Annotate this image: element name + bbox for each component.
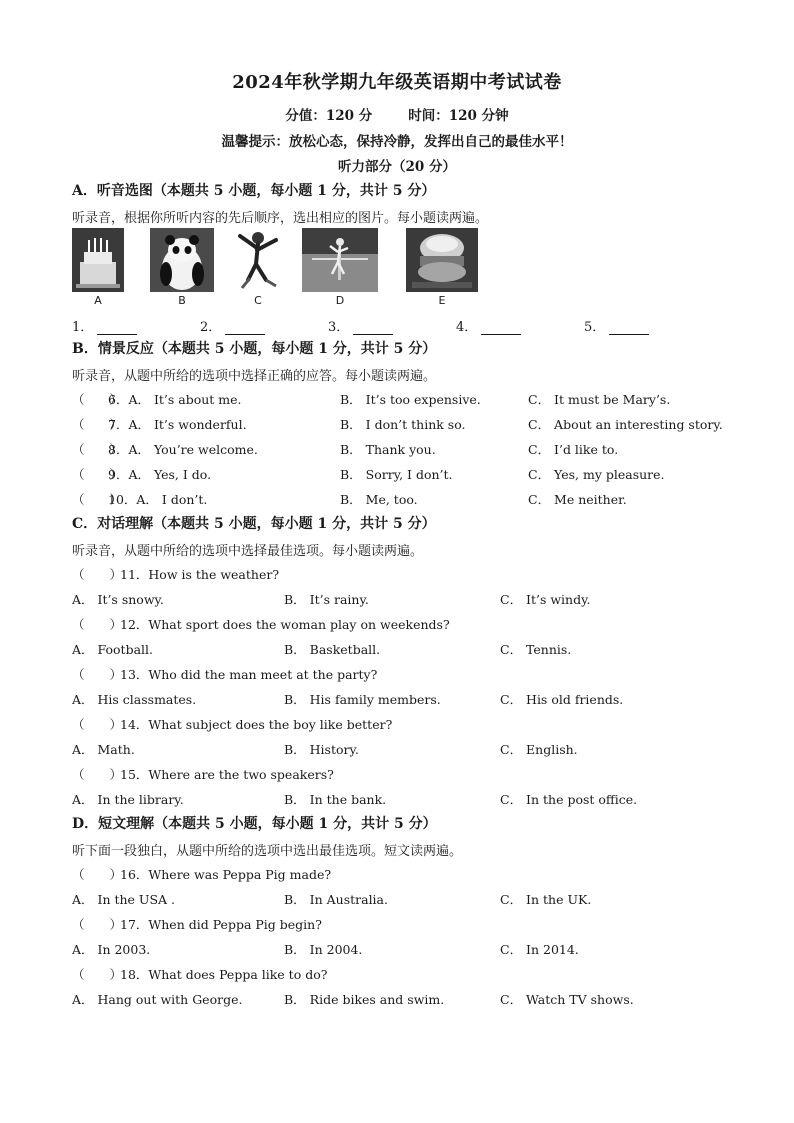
question-line [72,965,327,983]
options-row [72,940,732,960]
option-b: B． It’s rainy. [284,592,369,607]
answer-bracket[interactable]: （ ） [72,492,123,507]
answer-bracket[interactable]: （ ） [72,767,123,782]
option-b: B． In the bank. [284,792,387,807]
question-option-b: B． Me, too. [340,492,418,507]
options-row [72,690,732,710]
option-b: B． Ride bikes and swim. [284,992,445,1007]
option-b: B． His family members. [284,692,441,707]
blank-number: 5． [584,320,606,335]
option-c: C． His old friends. [500,692,624,707]
section-b-instruction: 听录音，从题中所给的选项中选择正确的应答。每小题读两遍。 [72,369,437,384]
answer-blank-3[interactable] [328,316,393,335]
question-row [72,415,732,435]
option-c: C． Watch TV shows. [500,992,634,1007]
picture-label: E [438,294,446,307]
warm-tip: 温馨提示：放松心态，保持冷静，发挥出自己的最佳水平！ [221,134,573,150]
options-row [72,590,732,610]
question-line [72,865,331,883]
section-a-instruction: 听录音，根据你所听内容的先后顺序，选出相应的图片。每小题读两遍。 [72,211,489,226]
section-d-heading: D．短文理解（本题共 5 小题，每小题 1 分，共计 5 分） [72,816,437,832]
option-c: C． In the UK. [500,892,592,907]
option-a: A． In the library. [72,792,184,807]
answer-bracket[interactable]: （ ） [72,867,123,882]
options-row [72,890,732,910]
score-info: 分值：120 分 [285,108,373,124]
option-a: A． It’s snowy. [72,592,164,607]
option-a: A． In the USA . [72,892,175,907]
food-image [406,228,478,292]
section-c-heading: C．对话理解（本题共 5 小题，每小题 1 分，共计 5 分） [72,516,436,532]
answer-bracket[interactable]: （ ） [72,717,123,732]
question-text: 17．When did Peppa Pig begin? [120,917,322,932]
blank-number: 1． [72,320,94,335]
question-text: 13．Who did the man meet at the party? [120,667,378,682]
answer-bracket[interactable]: （ ） [72,667,123,682]
question-row [72,465,732,485]
picture-label: C [254,294,262,307]
answer-blank-2[interactable] [200,316,265,335]
option-b: B． History. [284,742,359,757]
question-option-c: C． Yes, my pleasure. [528,467,665,482]
section-a-heading: A．听音选图（本题共 5 小题，每小题 1 分，共计 5 分） [72,183,436,199]
birthday-cake-image [72,228,124,292]
picture-c [232,228,284,307]
options-row [72,790,732,810]
picture-b [150,228,214,307]
picture-label: B [178,294,186,307]
section-b-heading: B．情景反应（本题共 5 小题，每小题 1 分，共计 5 分） [72,341,437,357]
picture-label: D [335,294,345,307]
option-c: C． Tennis. [500,642,572,657]
question-row [72,490,732,510]
time-info: 时间：120 分钟 [408,108,509,124]
dancer-image [232,228,284,292]
option-b: B． Basketball. [284,642,381,657]
answer-bracket[interactable]: （ ） [72,467,123,482]
question-option-a: 9．A． Yes, I do. [108,467,212,482]
answer-bracket[interactable]: （ ） [72,917,123,932]
question-option-c: C． I’d like to. [528,442,619,457]
picture-a [72,228,124,307]
option-a: A． His classmates. [72,692,197,707]
option-a: A． In 2003. [72,942,151,957]
blank-number: 2． [200,320,222,335]
answer-blank-4[interactable] [456,316,521,335]
question-option-a: 10．A． I don’t. [108,492,208,507]
question-option-a: 6．A． It’s about me. [108,392,242,407]
question-option-b: B． Thank you. [340,442,436,457]
question-text: 14．What subject does the boy like better? [120,717,393,732]
question-option-c: C． Me neither. [528,492,627,507]
answer-bracket[interactable]: （ ） [72,617,123,632]
section-c-instruction: 听录音，从题中所给的选项中选择最佳选项。每小题读两遍。 [72,544,424,559]
question-line [72,615,450,633]
answer-blank-1[interactable] [72,316,137,335]
picture-d [302,228,378,307]
question-option-b: B． I don’t think so. [340,417,466,432]
tennis-court-image [302,228,378,292]
question-line [72,915,322,933]
answer-bracket[interactable]: （ ） [72,567,123,582]
options-row [72,640,732,660]
question-option-b: B． It’s too expensive. [340,392,481,407]
blank-number: 3． [328,320,350,335]
question-text: 18．What does Peppa like to do? [120,967,328,982]
answer-blank-5[interactable] [584,316,649,335]
answer-bracket[interactable]: （ ） [72,417,123,432]
option-b: B． In 2004. [284,942,363,957]
answer-bracket[interactable]: （ ） [72,442,123,457]
options-row [72,740,732,760]
question-option-a: 7．A． It’s wonderful. [108,417,247,432]
option-c: C． It’s windy. [500,592,591,607]
option-c: C． English. [500,742,578,757]
blank-number: 4． [456,320,478,335]
option-a: A． Hang out with George. [72,992,243,1007]
listening-part-heading: 听力部分（20 分） [338,159,456,175]
question-line [72,715,392,733]
picture-e [406,228,478,307]
question-line [72,665,377,683]
question-option-c: C． About an interesting story. [528,417,723,432]
question-text: 12．What sport does the woman play on weekends? [120,617,450,632]
question-option-a: 8．A． You’re welcome. [108,442,258,457]
question-text: 11．How is the weather? [120,567,280,582]
question-line [72,765,334,783]
answer-bracket[interactable]: （ ） [72,967,123,982]
panda-image [150,228,214,292]
answer-bracket[interactable]: （ ） [72,392,123,407]
question-option-b: B． Sorry, I don’t. [340,467,453,482]
option-c: C． In the post office. [500,792,638,807]
option-c: C． In 2014. [500,942,579,957]
exam-meta [0,104,794,124]
exam-title: 2024年秋学期九年级英语期中考试试卷 [232,72,562,93]
section-d-instruction: 听下面一段独白，从题中所给的选项中选出最佳选项。短文读两遍。 [72,844,463,859]
picture-label: A [94,294,102,307]
options-row [72,990,732,1010]
option-a: A． Math. [72,742,135,757]
question-row [72,390,732,410]
picture-row [72,228,492,308]
option-a: A． Football. [72,642,153,657]
question-text: 15．Where are the two speakers? [120,767,334,782]
question-option-c: C． It must be Mary’s. [528,392,671,407]
question-row [72,440,732,460]
question-text: 16．Where was Peppa Pig made? [120,867,332,882]
option-b: B． In Australia. [284,892,388,907]
question-line [72,565,279,583]
